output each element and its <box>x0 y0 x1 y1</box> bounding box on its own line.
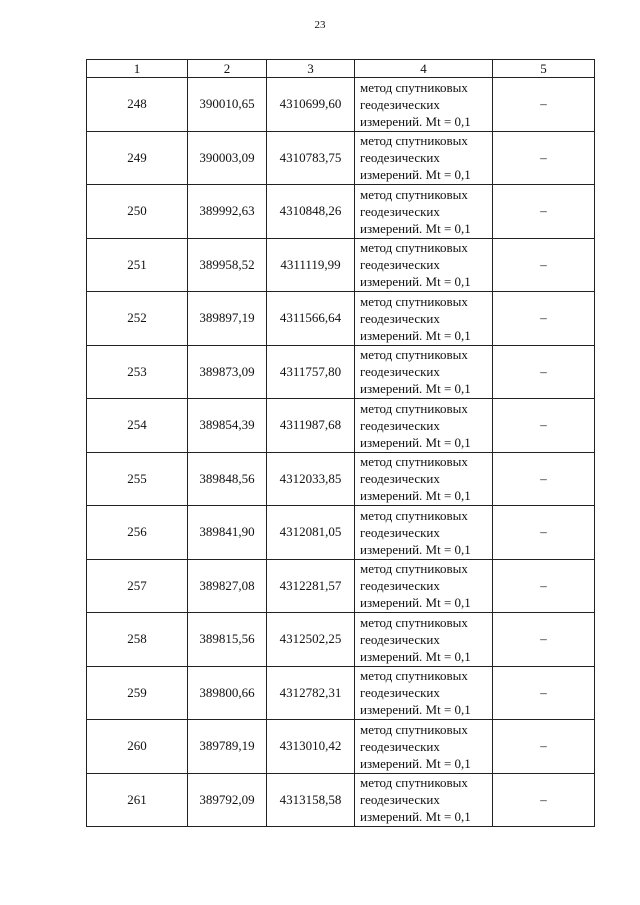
header-col-2: 2 <box>188 60 267 78</box>
method-cell: метод спутниковых геодезических измерений. Mt = 0,1 <box>355 720 493 774</box>
y-coordinate-cell: 4311757,80 <box>267 345 355 399</box>
coordinates-table <box>86 59 595 827</box>
note-cell: – <box>493 399 595 453</box>
table-row <box>87 773 595 827</box>
note-cell: – <box>493 238 595 292</box>
table-row <box>87 559 595 613</box>
y-coordinate-cell: 4313010,42 <box>267 720 355 774</box>
table-row <box>87 185 595 239</box>
method-cell: метод спутниковых геодезических измерений. Mt = 0,1 <box>355 185 493 239</box>
method-cell: метод спутниковых геодезических измерений. Mt = 0,1 <box>355 238 493 292</box>
header-col-4: 4 <box>355 60 493 78</box>
y-coordinate-cell: 4310699,60 <box>267 78 355 132</box>
x-coordinate-cell: 389792,09 <box>188 773 267 827</box>
x-coordinate-cell: 390003,09 <box>188 131 267 185</box>
y-coordinate-cell: 4312081,05 <box>267 506 355 560</box>
table-row <box>87 238 595 292</box>
x-coordinate-cell: 389815,56 <box>188 613 267 667</box>
x-coordinate-cell: 389958,52 <box>188 238 267 292</box>
note-cell: – <box>493 506 595 560</box>
y-coordinate-cell: 4312281,57 <box>267 559 355 613</box>
header-col-3: 3 <box>267 60 355 78</box>
x-coordinate-cell: 389873,09 <box>188 345 267 399</box>
y-coordinate-cell: 4310848,26 <box>267 185 355 239</box>
point-number-cell: 259 <box>87 666 188 720</box>
table-row <box>87 452 595 506</box>
x-coordinate-cell: 389992,63 <box>188 185 267 239</box>
method-cell: метод спутниковых геодезических измерений. Mt = 0,1 <box>355 78 493 132</box>
method-cell: метод спутниковых геодезических измерений. Mt = 0,1 <box>355 559 493 613</box>
method-cell: метод спутниковых геодезических измерений. Mt = 0,1 <box>355 399 493 453</box>
method-cell: метод спутниковых геодезических измерений. Mt = 0,1 <box>355 452 493 506</box>
table-row <box>87 345 595 399</box>
page-number: 23 <box>314 19 326 31</box>
note-cell: – <box>493 666 595 720</box>
note-cell: – <box>493 559 595 613</box>
note-cell: – <box>493 131 595 185</box>
y-coordinate-cell: 4311566,64 <box>267 292 355 346</box>
table-row <box>87 292 595 346</box>
point-number-cell: 250 <box>87 185 188 239</box>
point-number-cell: 257 <box>87 559 188 613</box>
y-coordinate-cell: 4312782,31 <box>267 666 355 720</box>
x-coordinate-cell: 389827,08 <box>188 559 267 613</box>
point-number-cell: 249 <box>87 131 188 185</box>
header-col-5: 5 <box>493 60 595 78</box>
method-cell: метод спутниковых геодезических измерений. Mt = 0,1 <box>355 131 493 185</box>
table-row <box>87 131 595 185</box>
note-cell: – <box>493 78 595 132</box>
note-cell: – <box>493 345 595 399</box>
table-row <box>87 720 595 774</box>
point-number-cell: 261 <box>87 773 188 827</box>
method-cell: метод спутниковых геодезических измерений. Mt = 0,1 <box>355 506 493 560</box>
method-cell: метод спутниковых геодезических измерений. Mt = 0,1 <box>355 345 493 399</box>
table-row <box>87 666 595 720</box>
note-cell: – <box>493 773 595 827</box>
point-number-cell: 254 <box>87 399 188 453</box>
x-coordinate-cell: 389800,66 <box>188 666 267 720</box>
table-row <box>87 399 595 453</box>
x-coordinate-cell: 389841,90 <box>188 506 267 560</box>
method-cell: метод спутниковых геодезических измерений. Mt = 0,1 <box>355 666 493 720</box>
note-cell: – <box>493 185 595 239</box>
note-cell: – <box>493 720 595 774</box>
y-coordinate-cell: 4313158,58 <box>267 773 355 827</box>
point-number-cell: 258 <box>87 613 188 667</box>
table-row <box>87 78 595 132</box>
header-col-1: 1 <box>87 60 188 78</box>
point-number-cell: 255 <box>87 452 188 506</box>
point-number-cell: 252 <box>87 292 188 346</box>
point-number-cell: 260 <box>87 720 188 774</box>
x-coordinate-cell: 389854,39 <box>188 399 267 453</box>
x-coordinate-cell: 389848,56 <box>188 452 267 506</box>
y-coordinate-cell: 4312033,85 <box>267 452 355 506</box>
method-cell: метод спутниковых геодезических измерений. Mt = 0,1 <box>355 773 493 827</box>
method-cell: метод спутниковых геодезических измерений. Mt = 0,1 <box>355 613 493 667</box>
table-body <box>87 78 595 827</box>
y-coordinate-cell: 4311119,99 <box>267 238 355 292</box>
x-coordinate-cell: 389789,19 <box>188 720 267 774</box>
point-number-cell: 248 <box>87 78 188 132</box>
method-cell: метод спутниковых геодезических измерений. Mt = 0,1 <box>355 292 493 346</box>
note-cell: – <box>493 292 595 346</box>
table-row <box>87 613 595 667</box>
y-coordinate-cell: 4312502,25 <box>267 613 355 667</box>
x-coordinate-cell: 389897,19 <box>188 292 267 346</box>
note-cell: – <box>493 613 595 667</box>
point-number-cell: 253 <box>87 345 188 399</box>
point-number-cell: 256 <box>87 506 188 560</box>
note-cell: – <box>493 452 595 506</box>
table-header-row <box>87 60 595 78</box>
y-coordinate-cell: 4311987,68 <box>267 399 355 453</box>
table-row <box>87 506 595 560</box>
x-coordinate-cell: 390010,65 <box>188 78 267 132</box>
point-number-cell: 251 <box>87 238 188 292</box>
y-coordinate-cell: 4310783,75 <box>267 131 355 185</box>
